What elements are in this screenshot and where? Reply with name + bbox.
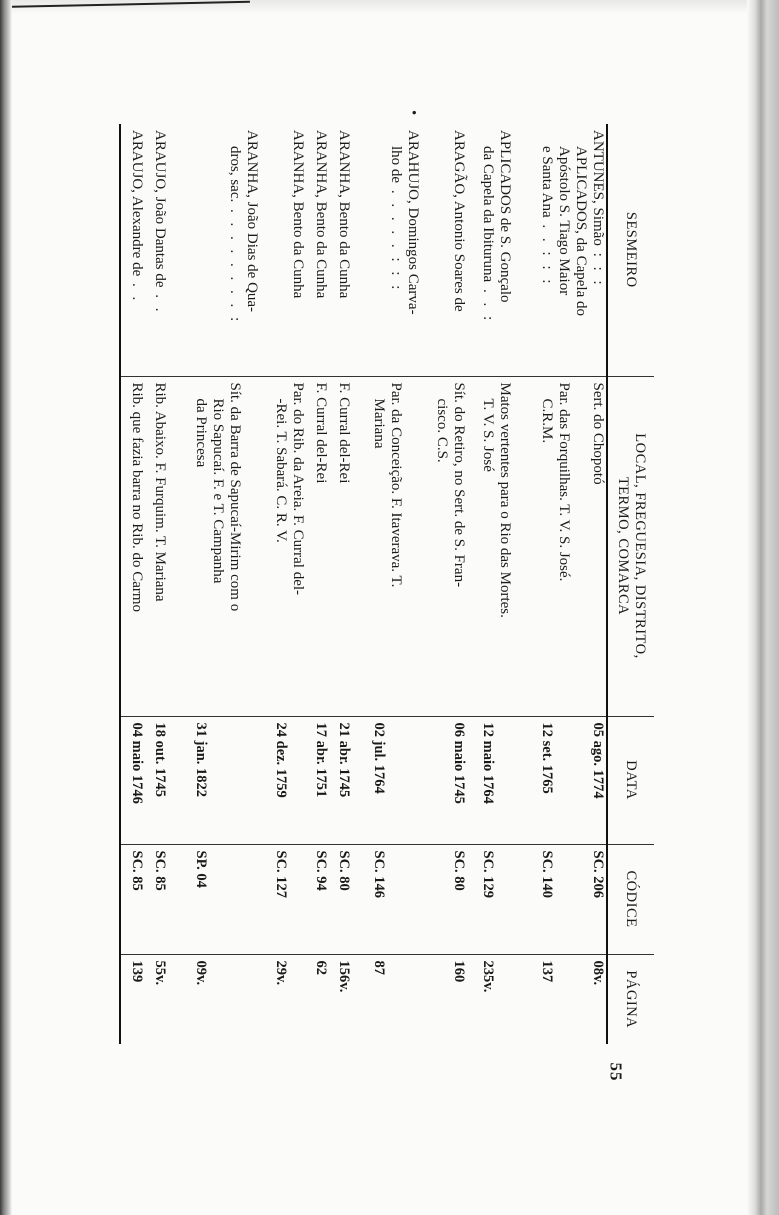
local-line [589,383,606,710]
data-cell [120,716,145,844]
pagina-line [226,961,243,1039]
codice-line [370,851,387,948]
sesmeiro-line [335,130,352,370]
codice-text: SC. 94 [312,850,329,891]
pagina-line [209,961,226,1039]
pagina-text: 160 [451,960,468,983]
data-line [589,723,606,838]
data-line [272,723,289,838]
pagina-line [128,961,145,1039]
sesmeiro-line [289,130,306,370]
local-line [128,383,145,710]
local-text: C.R.M. [539,398,555,444]
codice-line [272,851,289,948]
local-cell [513,376,607,716]
pagina-line [243,961,260,1039]
data-line [192,723,209,838]
pagina-line [289,961,306,1039]
codice-line [589,851,606,948]
codice-cell [145,844,168,954]
data-text: 21 abr. 1745 [336,722,353,798]
data-line [404,723,421,838]
sesmeiro-line [479,130,496,370]
sesmeiro-line [404,130,421,370]
data-text: 17 abr. 1751 [312,722,329,798]
table-row [329,124,352,1044]
codice-line [387,851,404,948]
local-text: Par. da Conceição. F. Itaverava. T. [388,382,405,588]
pagina-line [572,961,589,1039]
table-row [352,124,421,1044]
data-text: 12 set. 1765 [539,722,555,794]
pagina-cell [513,954,607,1044]
data-line [555,723,572,838]
codice-cell [513,844,607,954]
codice-text: SC. 140 [539,850,555,899]
data-line [226,723,243,838]
codice-cell [120,844,145,954]
data-line [243,723,260,838]
codice-line [151,851,168,948]
sesmeiro-cell [352,110,422,376]
header-codice: CÓDICE [607,844,654,954]
local-text: Mariana [371,398,388,449]
sesmeiro-cell [145,124,168,376]
table-row [467,124,513,1044]
codice-line [538,851,555,948]
header-local-line1: LOCAL, FREGUESIA, DISTRITO, [632,433,648,659]
leader-dots: . . [151,287,168,315]
data-text: 12 maio 1764 [480,722,497,804]
local-cell [467,376,513,716]
codice-text: SC. 146 [371,850,388,899]
codice-line [209,851,226,948]
page-number: 55 [606,1062,626,1082]
leader-dots: . . : [480,282,497,324]
pagina-line [479,961,496,1039]
codice-text: SC. 85 [151,850,168,891]
data-cell [145,716,168,844]
table-row [513,124,607,1044]
codice-line [335,851,352,948]
pagina-text: 29v. [272,960,289,986]
sesmeiro-text: ARANHA, Bento da Cunha [336,130,353,299]
leader-dots: . . : : : [539,217,555,287]
leader-dots: : : : [590,245,606,288]
data-text: 05 ago. 1774 [590,722,606,799]
codice-line [289,851,306,948]
data-cell [352,716,421,844]
local-text: Par. do Rib. da Areia. F. Curral del- [289,382,306,596]
pagina-text: 62 [312,960,329,975]
pagina-cell [421,954,467,1044]
local-cell [306,376,329,716]
sesmeiro-line [450,130,467,370]
sesmeiro-cell [168,124,260,376]
pagina-text: 156v. [336,960,353,993]
sesmeiro-text: ARANHA, João Dias de Qua- [243,130,260,313]
local-cell [260,376,306,716]
pagina-cell [306,954,329,1044]
local-line [312,383,329,710]
codice-line [572,851,589,948]
data-text: 06 maio 1745 [451,722,468,804]
sesmeiro-text: ARANHA, Bento da Cunha [289,130,306,299]
pagina-cell [120,954,145,1044]
codice-text: SC. 127 [272,850,289,899]
codice-text: SC. 85 [128,850,145,891]
local-line [209,383,226,710]
pagina-line [538,961,555,1039]
local-cell [120,376,145,716]
local-line [479,383,496,710]
table-body [120,110,607,1044]
local-cell [145,376,168,716]
local-cell [168,376,260,716]
data-line [151,723,168,838]
sesmeiro-text: da Capela da Ibituruna [480,146,497,283]
data-text: 04 maio 1746 [128,722,145,804]
pagina-line [335,961,352,1039]
local-text: Rib. que fazia barra no Rib. do Carmo [128,382,145,613]
sesmeiro-line [226,130,243,370]
data-cell [168,716,260,844]
sesmeiro-line [589,130,606,370]
table-row [168,124,260,1044]
data-line [538,723,555,838]
bullet-mark: • [405,110,422,116]
codice-cell [421,844,467,954]
pagina-line [272,961,289,1039]
data-line [209,723,226,838]
sesmeiro-text: Apóstolo S. Tiago Maior [556,146,572,296]
local-text: Matos vertentes para o Rio das Mortes. [497,382,514,618]
local-text: Par. das Forquilhas. T. V. S. José. [556,382,572,582]
sesmeiro-text: APLICADOS, da Capela do [573,146,589,316]
codice-text: SP. 04 [192,850,209,888]
codice-cell [329,844,352,954]
pagina-line [496,961,513,1039]
pagina-line [192,961,209,1039]
local-text: Rio Sapucaí. F. e T. Campanha [209,398,226,584]
leader-dots: . . [128,276,145,304]
table-row [120,124,145,1044]
local-line [538,383,555,710]
sesmeiro-text: APLICADOS de S. Gonçalo [497,130,514,303]
local-cell [329,376,352,716]
pagina-cell [145,954,168,1044]
codice-text: SC. 80 [451,850,468,891]
codice-cell [352,844,421,954]
sesmeiro-text: ARAHUJO, Domingos Carva- [405,130,422,315]
rotated-table-frame [119,110,654,1044]
pagina-text: 55v. [151,960,168,986]
pagina-cell [168,954,260,1044]
local-text: Sert. do Chopotó [590,382,606,485]
pagina-line [589,961,606,1039]
pagina-line [450,961,467,1039]
local-line [370,383,387,710]
local-text: F. Curral del-Rei [336,382,353,484]
local-text: Sít. da Barra de Sapucaí-Mirim com o [226,382,243,612]
data-text: 31 jan. 1822 [192,722,209,798]
data-cell [260,716,306,844]
codice-line [312,851,329,948]
local-line [289,383,306,710]
sesmeiro-line [151,130,168,370]
codice-line [496,851,513,948]
sesmeiro-cell [260,124,306,376]
pagina-cell [329,954,352,1044]
pagina-text: 139 [128,960,145,983]
sesmeiro-text: ARAGÃO, Antonio Soares de [451,130,468,312]
local-line [226,383,243,710]
data-line [450,723,467,838]
sesmarias-table [119,110,654,1044]
data-line [335,723,352,838]
data-cell [306,716,329,844]
sesmeiro-cell [421,124,467,376]
pagina-text: 09v. [192,960,209,986]
codice-line [192,851,209,948]
local-line [450,383,467,710]
sesmeiro-line [496,130,513,370]
sesmeiro-cell [306,124,329,376]
local-text: Rib. Abaixo. F. Furquim. T. Mariana [151,382,168,602]
codice-line [128,851,145,948]
sesmeiro-text: ARANHA, Bento da Cunha [312,130,329,299]
local-line [335,383,352,710]
sesmeiro-line [128,130,145,370]
pagina-line [151,961,168,1039]
codice-line [404,851,421,948]
sesmeiro-text: ARAUJO, João Dantas de [151,130,168,288]
sesmeiro-cell [329,124,352,376]
sesmeiro-line [555,130,572,370]
codice-line [243,851,260,948]
table-header-row [607,124,654,1044]
sesmeiro-text: e Santa Ana [539,146,555,218]
sesmeiro-text: lho de [388,146,405,184]
data-line [312,723,329,838]
sesmeiro-cell [467,124,513,376]
data-cell [421,716,467,844]
local-cell [421,376,467,716]
pagina-line [312,961,329,1039]
local-text: F. Curral del-Rei [312,382,329,484]
data-line [572,723,589,838]
sesmeiro-text: ANTUNES, Simão [590,130,606,246]
local-text: Sít. do Retiro, no Sert. de S. Fran- [451,382,468,588]
scan-top-edge [0,0,779,14]
data-line [479,723,496,838]
local-line [387,383,404,710]
data-text: 02 jul. 1764 [371,722,388,794]
pagina-text: 235v. [480,960,497,993]
local-line [555,383,572,710]
codice-line [555,851,572,948]
header-local [607,376,654,716]
pagina-line [370,961,387,1039]
data-cell [329,716,352,844]
header-data: DATA [607,716,654,844]
pagina-text: 87 [371,960,388,975]
header-sesmeiro: SESMEIRO [607,124,654,376]
data-text: 18 out. 1745 [151,722,168,798]
table-row [306,124,329,1044]
pagina-cell [260,954,306,1044]
table-row [145,124,168,1044]
codice-line [479,851,496,948]
table-row [260,124,306,1044]
book-binding-shadow [0,0,12,1215]
local-line [272,383,289,710]
sesmeiro-text: dros, sac. [226,146,243,203]
local-line [151,383,168,710]
local-line [192,383,209,710]
local-line [404,383,421,710]
pagina-line [387,961,404,1039]
pagina-text: 08v. [590,960,606,986]
codice-cell [168,844,260,954]
sesmeiro-cell [513,124,607,376]
pagina-cell [352,954,421,1044]
codice-line [450,851,467,948]
local-text: da Princesa [192,398,209,468]
local-line [496,383,513,710]
pagina-cell [467,954,513,1044]
leader-dots: . . . . . . . . : [226,202,243,325]
pagina-text: 137 [539,960,555,983]
local-line [433,383,450,710]
data-line [128,723,145,838]
codice-text: SC. 206 [590,850,606,899]
leader-dots: . . . . . : : : [388,183,405,293]
pagina-line [555,961,572,1039]
header-pagina: PÁGINA [607,954,654,1044]
local-line [572,383,589,710]
sesmeiro-line [243,130,260,370]
data-line [496,723,513,838]
sesmeiro-line [538,130,555,370]
data-text: 24 dez. 1759 [272,722,289,798]
data-cell [467,716,513,844]
data-line [370,723,387,838]
data-line [387,723,404,838]
sesmeiro-line [572,130,589,370]
codice-cell [260,844,306,954]
codice-line [226,851,243,948]
sesmeiro-text: ARAUJO, Alexandre de [128,130,145,277]
sesmeiro-cell [120,124,145,376]
data-cell [513,716,607,844]
local-text: T. V. S. José [480,398,497,472]
header-local-line2: TERMO, COMARCA [615,476,631,616]
sesmeiro-line [312,130,329,370]
pagina-line [404,961,421,1039]
codice-cell [467,844,513,954]
local-text: -Rei. T. Sabará. C. R. V. [272,398,289,543]
table-row [421,124,467,1044]
sesmeiro-line [387,130,404,370]
codice-text: SC. 80 [336,850,353,891]
codice-text: SC. 129 [480,850,497,899]
local-text: cisco. C.S. [434,398,451,463]
data-line [289,723,306,838]
local-cell [352,376,421,716]
codice-cell [306,844,329,954]
page-edge-shadow [747,0,779,1215]
local-line [243,383,260,710]
